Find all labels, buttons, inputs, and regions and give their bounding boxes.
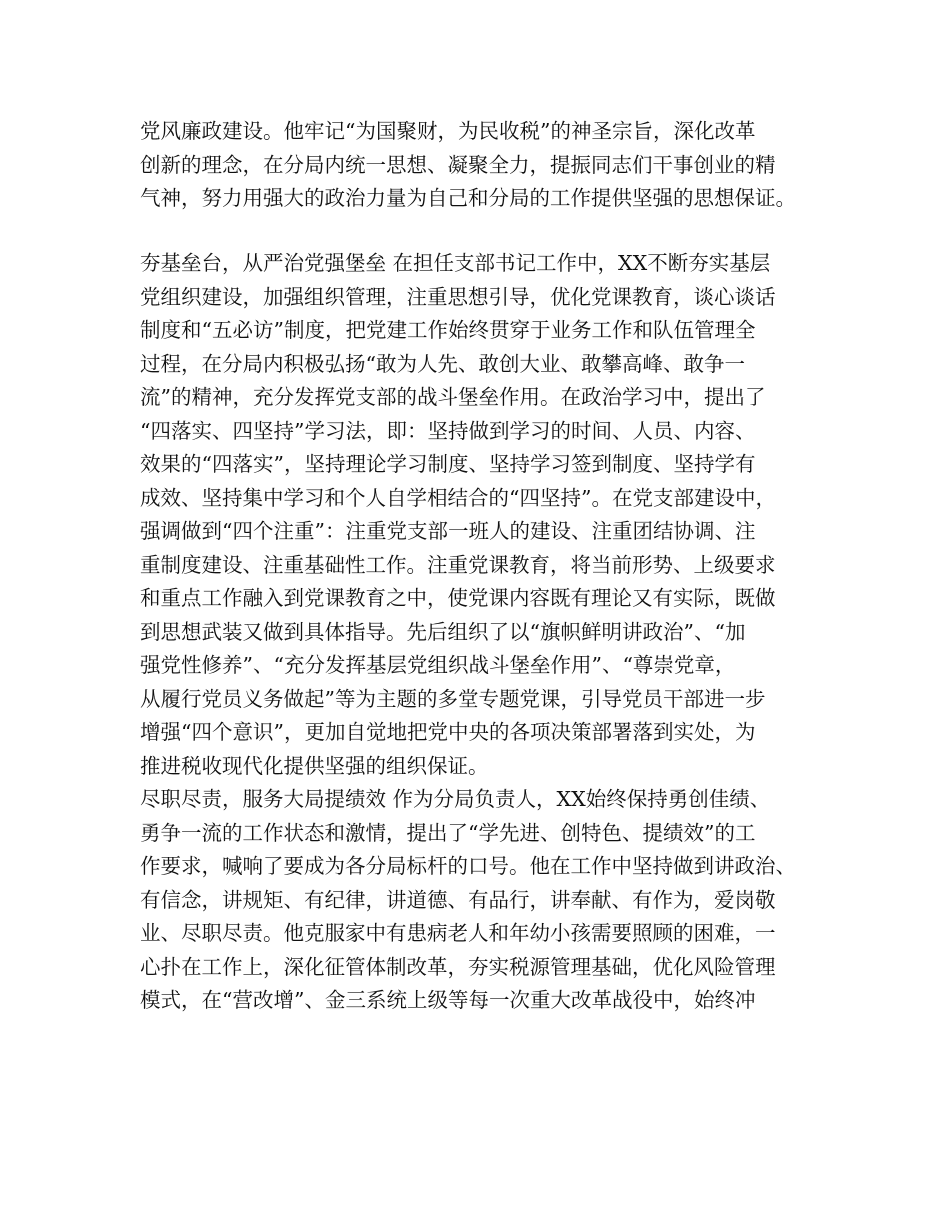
text-line: “四落实、四坚持”学习法，即：坚持做到学习的时间、人员、内容、 (140, 418, 756, 443)
text-line: 气神，努力用强大的政治力量为自己和分局的工作提供坚强的思想保证。 (140, 186, 796, 210)
text-line: 有信念，讲规矩、有纪律，讲道德、有品行，讲奉献、有作为，爱岗敬 (140, 887, 776, 912)
text-line: 成效、坚持集中学习和个人自学相结合的“四坚持”。在党支部建设中， (140, 485, 776, 510)
text-line: 尽职尽责，服务大局提绩效 作为分局负责人，XX始终保持勇创佳绩、 (140, 787, 771, 811)
text-line: 推进税收现代化提供坚强的组织保证。 (140, 753, 489, 778)
paragraph-block-2 (140, 247, 830, 1018)
text-line: 强调做到“四个注重”：注重党支部一班人的建设、注重团结协调、注 (140, 519, 756, 543)
text-line: 作要求，喊响了要成为各分局标杆的口号。他在工作中坚持做到讲政治、 (140, 854, 796, 878)
text-line: 重制度建设、注重基础性工作。注重党课教育，将当前形势、上级要求 (140, 552, 776, 577)
text-line: 效果的“四落实”，坚持理论学习制度、坚持学习签到制度、坚持学有 (140, 452, 756, 476)
text-line: 到思想武装又做到具体指导。先后组织了以“旗帜鲜明讲政治”、“加 (140, 619, 746, 644)
text-line: 业、尽职尽责。他克服家中有患病老人和年幼小孩需要照顾的困难，一 (140, 921, 776, 945)
text-line: 制度和“五必访”制度，把党建工作始终贯穿于业务工作和队伍管理全 (140, 318, 756, 342)
text-line: 勇争一流的工作状态和激情，提出了“学先进、创特色、提绩效”的工 (140, 820, 756, 845)
text-line: 模式，在“营改增”、金三系统上级等每一次重大改革战役中，始终冲 (140, 988, 756, 1012)
text-line: 党组织建设，加强组织管理，注重思想引导，优化党课教育，谈心谈话 (140, 284, 776, 309)
text-line: 流”的精神，充分发挥党支部的战斗堡垒作用。在政治学习中，提出了 (140, 385, 766, 409)
text-line: 增强“四个意识”，更加自觉地把党中央的各项决策部署落到实处，为 (140, 720, 756, 744)
text-line: 创新的理念，在分局内统一思想、凝聚全力，提振同志们干事创业的精 (140, 152, 776, 177)
text-line: 夯基垒台，从严治党强堡垒 在担任支部书记工作中，XX不断夯实基层 (140, 251, 771, 275)
text-line: 和重点工作融入到党课教育之中，使党课内容既有理论又有实际，既做 (140, 586, 776, 610)
text-line: 从履行党员义务做起”等为主题的多堂专题党课，引导党员干部进一步 (140, 686, 766, 711)
paragraph-block-1 (140, 115, 830, 216)
text-line: 党风廉政建设。他牢记“为国聚财，为民收税”的神圣宗旨，深化改革 (140, 119, 756, 143)
text-line: 过程，在分局内积极弘扬“敢为人先、敢创大业、敢攀高峰、敢争一 (140, 351, 745, 376)
text-line: 强党性修养”、“充分发挥基层党组织战斗堡垒作用”、“尊崇党章， (140, 653, 736, 677)
text-line: 心扑在工作上，深化征管体制改革，夯实税源管理基础，优化风险管理 (140, 954, 776, 979)
